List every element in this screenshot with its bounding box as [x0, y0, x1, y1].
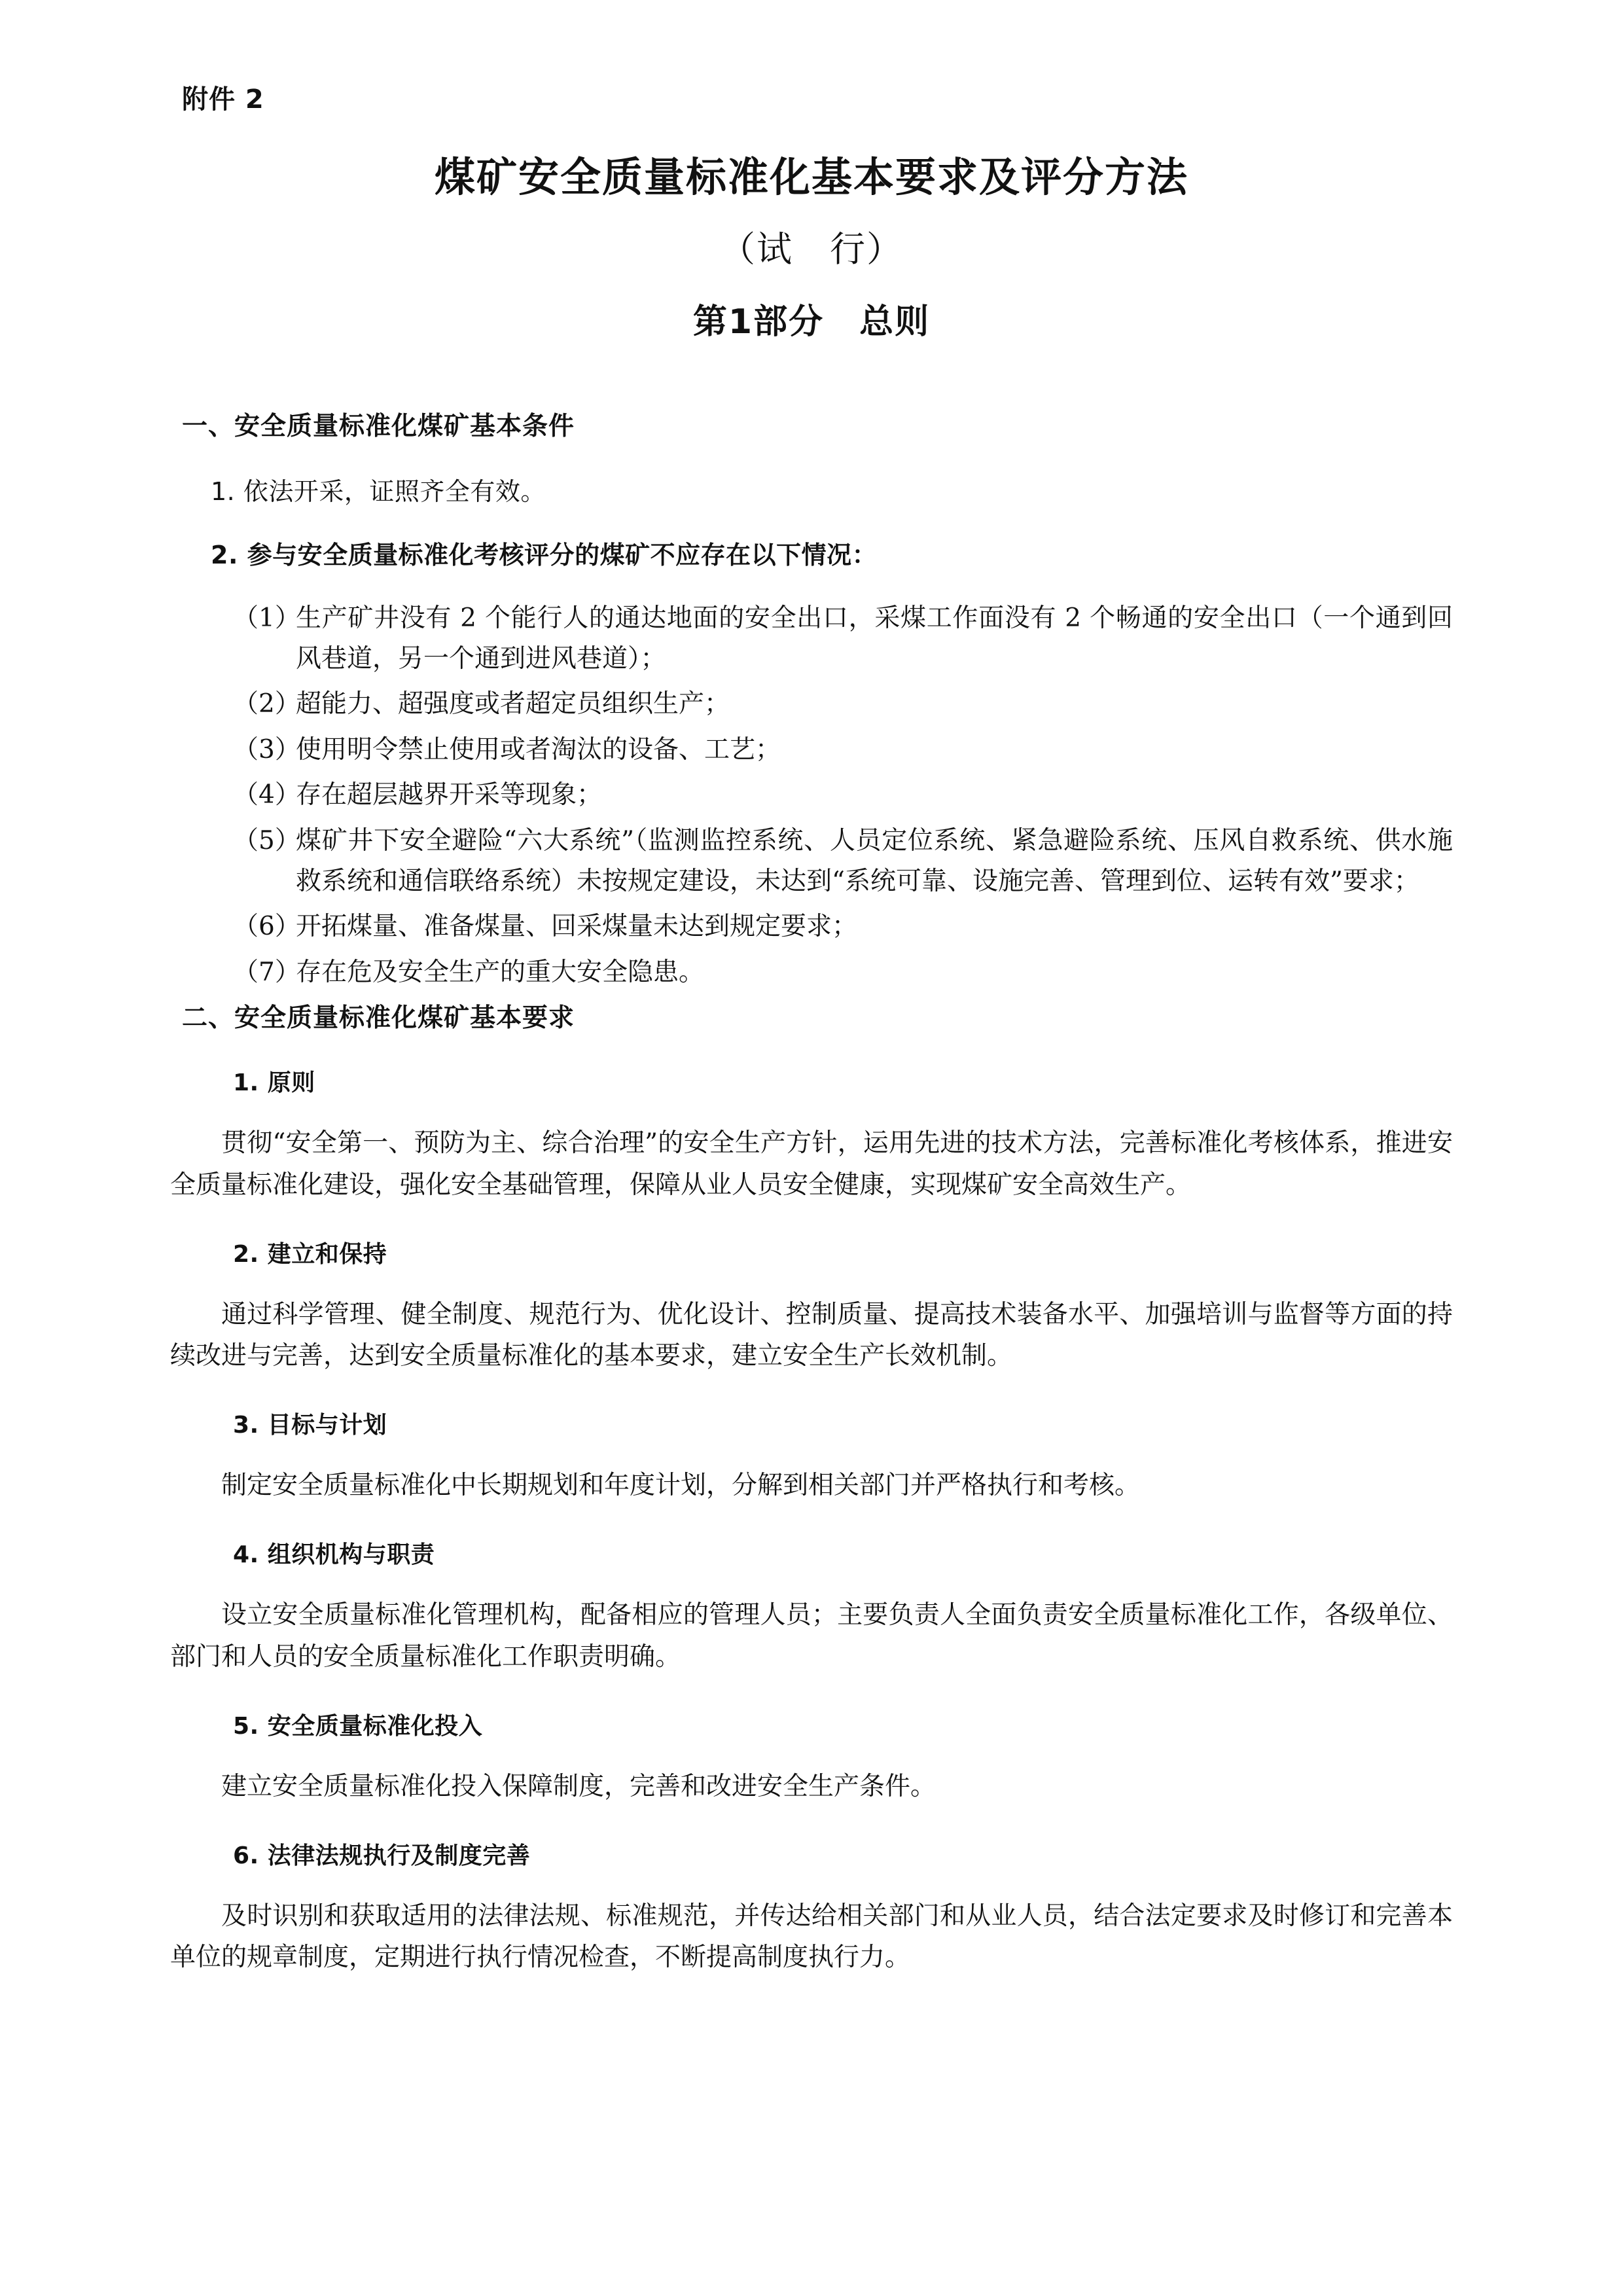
list-item-marker: （2） — [233, 689, 300, 719]
part-heading: 第1部分 总则 — [692, 302, 931, 342]
disqualifying-conditions-list — [170, 598, 1453, 992]
subsection-body: 贯彻“安全第一、预防为主、综合治理”的安全生产方针，运用先进的技术方法，完善标准化考核体系，推进安全质量标准化建设，强化安全基础管理，保障从业人员安全健康，实现煤矿安全高效生产。 — [170, 1128, 1453, 1200]
subsection-heading: 4. 组织机构与职责 — [233, 1541, 435, 1569]
subsection-body: 建立安全质量标准化投入保障制度，完善和改进安全生产条件。 — [221, 1771, 936, 1801]
subsection-principle — [170, 1064, 1453, 1205]
list-item-text: 煤矿井下安全避险“六大系统”（监测监控系统、人员定位系统、紧急避险系统、压风自救系统、供水施救系统和通信联络系统）未按规定建设，未达到“系统可靠、设施完善、管理到位、运转有效”要求； — [296, 826, 1453, 896]
list-item-marker: （6） — [233, 912, 300, 942]
list-item — [233, 821, 1453, 901]
subsection-organization-duties — [170, 1536, 1453, 1677]
subsection-body: 及时识别和获取适用的法律法规、标准规范，并传达给相关部门和从业人员，结合法定要求及时修订和完善本单位的规章制度，定期进行执行情况检查，不断提高制度执行力。 — [170, 1901, 1453, 1973]
list-item-text: 存在超层越界开采等现象； — [296, 780, 603, 810]
subsection-heading: 1. 原则 — [233, 1069, 315, 1097]
list-item-text: 生产矿井没有 2 个能行人的通达地面的安全出口，采煤工作面没有 2 个畅通的安全出口（一个通到回风巷道，另一个通到进风巷道）； — [296, 603, 1453, 673]
section-one-item-1: 1. 依法开采，证照齐全有效。 — [211, 477, 546, 506]
attachment-label: 附件 2 — [182, 84, 264, 115]
list-item — [233, 684, 1453, 725]
subsection-body: 设立安全质量标准化管理机构，配备相应的管理人员；主要负责人全面负责安全质量标准化工作，各级单位、部门和人员的安全质量标准化工作职责明确。 — [170, 1600, 1453, 1672]
page-subtitle: （试 行） — [720, 228, 903, 270]
list-item — [233, 598, 1453, 679]
list-item-marker: （7） — [233, 957, 300, 987]
subsection-heading: 6. 法律法规执行及制度完善 — [233, 1842, 531, 1869]
subsection-goals-plan — [170, 1407, 1453, 1506]
list-item-text: 存在危及安全生产的重大安全隐患。 — [296, 957, 705, 987]
subsection-heading: 3. 目标与计划 — [233, 1412, 387, 1439]
subsection-body: 通过科学管理、健全制度、规范行为、优化设计、控制质量、提高技术装备水平、加强培训与监督等方面的持续改进与完善，达到安全质量标准化的基本要求，建立安全生产长效机制。 — [170, 1299, 1453, 1371]
subsection-establish-maintain — [170, 1236, 1453, 1376]
list-item — [233, 730, 1453, 770]
list-item-text: 超能力、超强度或者超定员组织生产； — [296, 689, 730, 719]
subsection-body: 制定安全质量标准化中长期规划和年度计划，分解到相关部门并严格执行和考核。 — [221, 1471, 1141, 1501]
section-heading-one: 一、安全质量标准化煤矿基本条件 — [182, 412, 575, 441]
subsection-investment — [170, 1708, 1453, 1807]
subsection-law-compliance — [170, 1837, 1453, 1978]
list-item-text: 开拓煤量、准备煤量、回采煤量未达到规定要求； — [296, 912, 858, 942]
section-one-item-2: 2. 参与安全质量标准化考核评分的煤矿不应存在以下情况： — [211, 541, 878, 569]
list-item-marker: （4） — [233, 780, 300, 810]
subsection-heading: 2. 建立和保持 — [233, 1240, 387, 1268]
subsection-heading: 5. 安全质量标准化投入 — [233, 1712, 483, 1740]
list-item — [233, 906, 1453, 947]
list-item-marker: （3） — [233, 734, 300, 764]
list-item — [233, 775, 1453, 816]
page-title: 煤矿安全质量标准化基本要求及评分方法 — [434, 153, 1188, 201]
list-item-text: 使用明令禁止使用或者淘汰的设备、工艺； — [296, 734, 781, 764]
list-item — [233, 952, 1453, 993]
list-item-marker: （5） — [233, 826, 300, 856]
list-item-marker: （1） — [233, 603, 300, 633]
section-heading-two: 二、安全质量标准化煤矿基本要求 — [182, 1003, 575, 1033]
